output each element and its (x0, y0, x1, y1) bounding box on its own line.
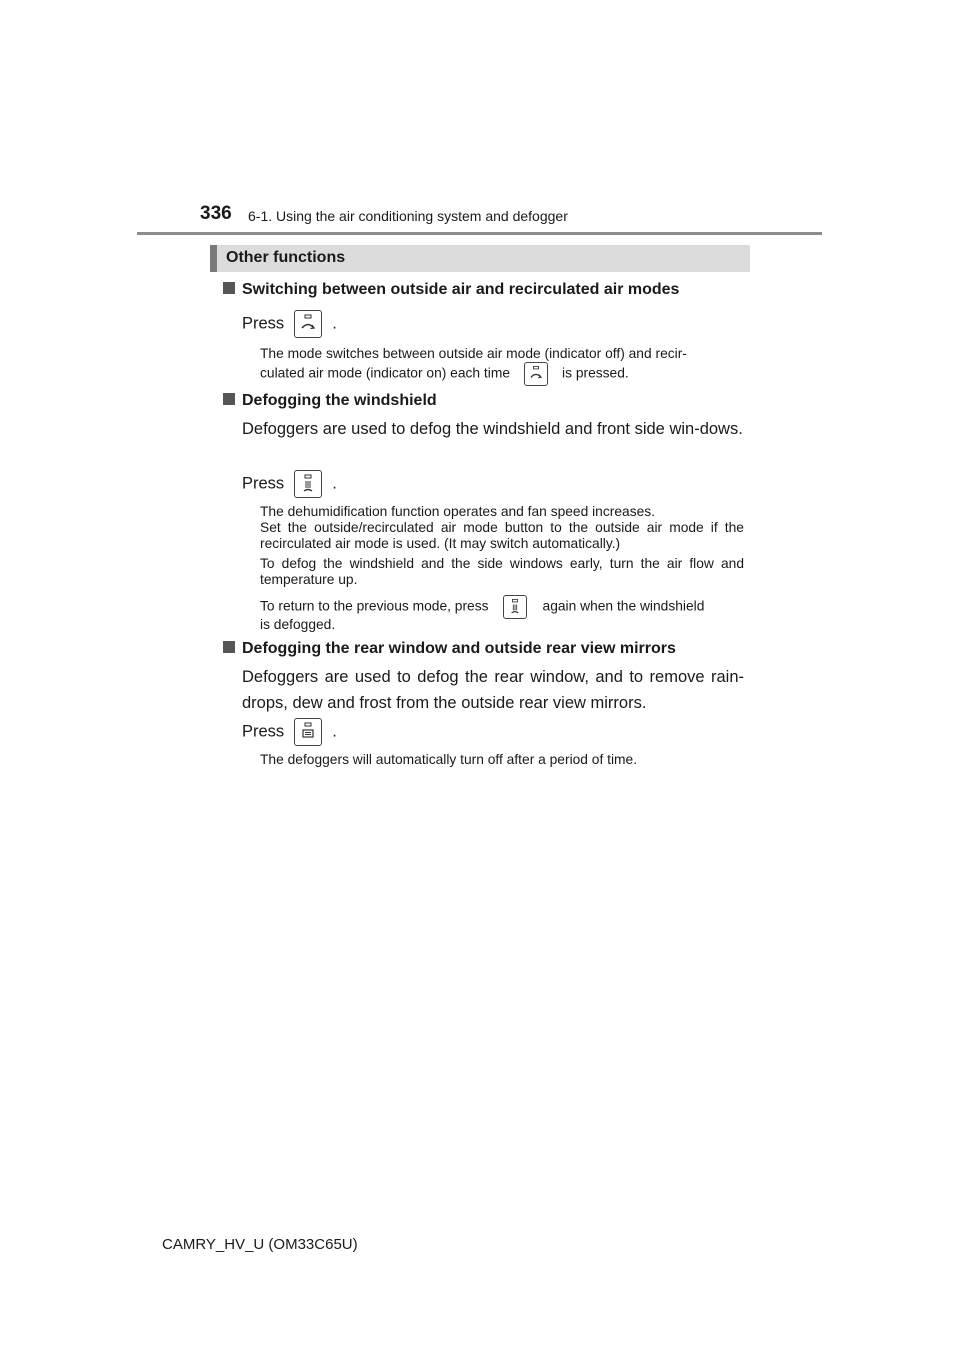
bullet-square-icon (223, 393, 235, 405)
document-footer: CAMRY_HV_U (OM33C65U) (162, 1236, 358, 1253)
note-text-part: culated air mode (indicator on) each time (260, 365, 511, 381)
running-header: 6-1. Using the air conditioning system and defogger (248, 208, 568, 224)
recirculate-air-icon (524, 362, 548, 386)
note-text-part: again when the windshield (542, 598, 705, 614)
note-text-part: is pressed. (562, 365, 629, 381)
section-heading-bar (210, 245, 750, 272)
period: . (332, 474, 337, 493)
note-text-part: To return to the previous mode, press (260, 598, 489, 614)
topic-heading-text: Switching between outside air and recirculated air modes (242, 281, 680, 298)
period: . (332, 314, 337, 333)
press-instruction (242, 718, 337, 746)
note-text: The defoggers will automatically turn off after a period of time. (260, 752, 638, 767)
note-text: The mode switches between outside air mode (indicator off) and recir- (260, 346, 687, 361)
header-rule (137, 232, 822, 235)
body-paragraph: Defoggers are used to defog the rear window, and to remove rain-drops, dew and frost from the outside rear view mirrors. (242, 668, 744, 712)
topic-heading-windshield (223, 392, 437, 410)
body-paragraph: Defoggers are used to defog the windshield and front side win-dows. (242, 420, 743, 438)
page-number: 336 (200, 203, 232, 224)
rear-defogger-icon (294, 718, 322, 746)
note-text (260, 595, 704, 619)
bullet-square-icon (223, 282, 235, 294)
windshield-defogger-icon (294, 470, 322, 498)
period: . (332, 722, 337, 741)
press-label: Press (242, 314, 285, 333)
press-instruction (242, 470, 337, 498)
windshield-defogger-icon (503, 595, 527, 619)
note-text: is defogged. (260, 617, 336, 632)
bullet-square-icon (223, 641, 235, 653)
note-text: The dehumidification function operates and fan speed increases. (260, 504, 655, 519)
press-instruction (242, 310, 337, 338)
press-label: Press (242, 722, 285, 741)
topic-heading-text: Defogging the rear window and outside rear view mirrors (242, 640, 676, 657)
recirculate-air-icon (294, 310, 322, 338)
press-label: Press (242, 474, 285, 493)
section-title: Other functions (226, 249, 346, 266)
note-text: To defog the windshield and the side windows early, turn the air flow and temperature up. (260, 556, 744, 587)
note-text: Set the outside/recirculated air mode button to the outside air mode if the recirculated air mode is used. (It may switch automatically.) (260, 520, 744, 551)
topic-heading-text: Defogging the windshield (242, 392, 437, 409)
note-text (260, 362, 629, 386)
topic-heading-rear-window (223, 640, 676, 658)
topic-heading-air-modes (223, 281, 679, 299)
